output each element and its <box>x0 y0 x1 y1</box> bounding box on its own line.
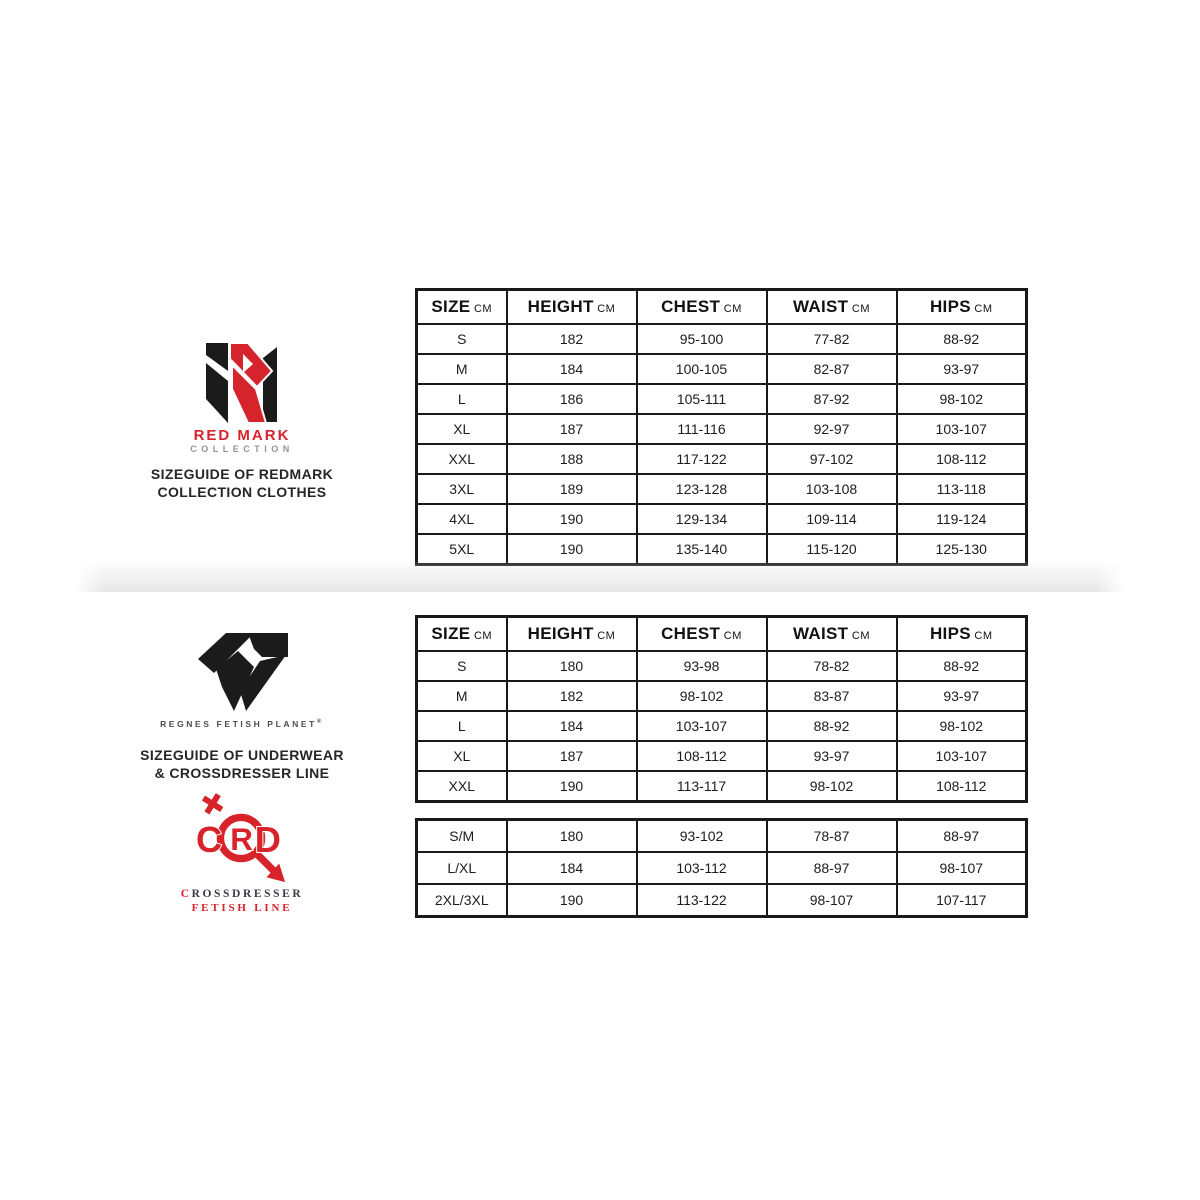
measurement-cell: 190 <box>507 534 637 565</box>
measurement-cell: 98-107 <box>767 884 897 917</box>
monogram-letter-d: D <box>254 818 281 860</box>
measurement-cell: 93-97 <box>897 681 1027 711</box>
size-row-m <box>417 681 1027 711</box>
measurement-cell: 187 <box>507 741 637 771</box>
measurement-cell: 180 <box>507 820 637 853</box>
measurement-cell: 107-117 <box>897 884 1027 917</box>
regnes-wordmark: REGNES FETISH PLANET® <box>160 719 324 729</box>
measurement-cell: 186 <box>507 384 637 414</box>
column-header-size: SIZE CM <box>417 290 507 325</box>
section-divider <box>76 560 1124 592</box>
size-cell: L/XL <box>417 852 507 884</box>
measurement-cell: 95-100 <box>637 324 767 354</box>
redmark-caption-line1: SIZEGUIDE OF REDMARK <box>150 466 334 482</box>
size-row-m <box>417 354 1027 384</box>
measurement-cell: 98-102 <box>637 681 767 711</box>
measurement-cell: 98-107 <box>897 852 1027 884</box>
size-cell: S <box>417 651 507 681</box>
measurement-cell: 88-92 <box>897 324 1027 354</box>
monogram-letter-c: C <box>195 818 223 860</box>
column-header-waist: WAIST CM <box>767 290 897 325</box>
size-cell: XL <box>417 741 507 771</box>
measurement-cell: 105-111 <box>637 384 767 414</box>
measurement-cell: 117-122 <box>637 444 767 474</box>
column-header-chest: CHEST CM <box>637 617 767 652</box>
measurement-cell: 108-112 <box>897 444 1027 474</box>
measurement-cell: 111-116 <box>637 414 767 444</box>
measurement-cell: 109-114 <box>767 504 897 534</box>
measurement-cell: 103-112 <box>637 852 767 884</box>
table-header-row <box>417 290 1027 325</box>
measurement-cell: 189 <box>507 474 637 504</box>
size-row-l-xl <box>417 852 1027 884</box>
measurement-cell: 129-134 <box>637 504 767 534</box>
measurement-cell: 190 <box>507 884 637 917</box>
underwear-size-table <box>415 615 1028 803</box>
measurement-cell: 135-140 <box>637 534 767 565</box>
measurement-cell: 100-105 <box>637 354 767 384</box>
measurement-cell: 108-112 <box>897 771 1027 802</box>
size-cell: 5XL <box>417 534 507 565</box>
measurement-cell: 87-92 <box>767 384 897 414</box>
measurement-cell: 98-102 <box>767 771 897 802</box>
size-cell: L <box>417 711 507 741</box>
measurement-cell: 77-82 <box>767 324 897 354</box>
measurement-cell: 98-102 <box>897 384 1027 414</box>
size-row-3xl <box>417 474 1027 504</box>
size-cell: M <box>417 681 507 711</box>
redmark-wordmark: RED MARK <box>193 427 291 444</box>
underwear-caption-line1: SIZEGUIDE OF UNDERWEAR <box>140 747 344 763</box>
size-row-l <box>417 384 1027 414</box>
redmark-caption-line2: COLLECTION CLOTHES <box>157 484 327 500</box>
crossdresser-fetish-line-logo <box>192 793 290 887</box>
crossdresser-wordmark-line2: FETISH LINE <box>191 902 293 914</box>
measurement-cell: 97-102 <box>767 444 897 474</box>
regnes-fetish-planet-logo <box>192 627 292 713</box>
measurement-cell: 92-97 <box>767 414 897 444</box>
measurement-cell: 103-107 <box>637 711 767 741</box>
column-header-height: HEIGHT CM <box>507 290 637 325</box>
size-row-xxl <box>417 771 1027 802</box>
measurement-cell: 182 <box>507 681 637 711</box>
measurement-cell: 103-108 <box>767 474 897 504</box>
underwear-caption-line2: & CROSSDRESSER LINE <box>154 765 330 781</box>
measurement-cell: 113-117 <box>637 771 767 802</box>
measurement-cell: 103-107 <box>897 741 1027 771</box>
measurement-cell: 93-97 <box>767 741 897 771</box>
measurement-cell: 78-82 <box>767 651 897 681</box>
measurement-cell: 180 <box>507 651 637 681</box>
measurement-cell: 187 <box>507 414 637 444</box>
size-row-4xl <box>417 504 1027 534</box>
size-cell: 2XL/3XL <box>417 884 507 917</box>
size-cell: XXL <box>417 771 507 802</box>
size-cell: 4XL <box>417 504 507 534</box>
size-row-xxl <box>417 444 1027 474</box>
redmark-logo <box>202 341 282 425</box>
female-cross-icon <box>198 793 228 819</box>
measurement-cell: 190 <box>507 504 637 534</box>
size-cell: XL <box>417 414 507 444</box>
measurement-cell: 188 <box>507 444 637 474</box>
size-row-s-m <box>417 820 1027 853</box>
size-row-l <box>417 711 1027 741</box>
measurement-cell: 93-98 <box>637 651 767 681</box>
redmark-subword: COLLECTION <box>190 444 294 454</box>
table-header-row <box>417 617 1027 652</box>
measurement-cell: 83-87 <box>767 681 897 711</box>
size-cell: 3XL <box>417 474 507 504</box>
size-row-s <box>417 324 1027 354</box>
measurement-cell: 108-112 <box>637 741 767 771</box>
crossdresser-size-table <box>415 818 1028 918</box>
monogram-letter-r: R <box>230 821 253 857</box>
column-header-waist: WAIST CM <box>767 617 897 652</box>
column-header-hips: HIPS CM <box>897 290 1027 325</box>
size-cell: L <box>417 384 507 414</box>
column-header-chest: CHEST CM <box>637 290 767 325</box>
measurement-cell: 78-87 <box>767 820 897 853</box>
measurement-cell: 82-87 <box>767 354 897 384</box>
redmark-size-table <box>415 288 1028 566</box>
measurement-cell: 103-107 <box>897 414 1027 444</box>
size-cell: XXL <box>417 444 507 474</box>
measurement-cell: 190 <box>507 771 637 802</box>
crossdresser-wordmark-line1: CROSSDRESSER <box>180 888 304 900</box>
measurement-cell: 98-102 <box>897 711 1027 741</box>
measurement-cell: 119-124 <box>897 504 1027 534</box>
measurement-cell: 88-97 <box>897 820 1027 853</box>
column-header-size: SIZE CM <box>417 617 507 652</box>
size-cell: S <box>417 324 507 354</box>
measurement-cell: 182 <box>507 324 637 354</box>
measurement-cell: 123-128 <box>637 474 767 504</box>
measurement-cell: 125-130 <box>897 534 1027 565</box>
column-header-hips: HIPS CM <box>897 617 1027 652</box>
measurement-cell: 88-97 <box>767 852 897 884</box>
size-cell: M <box>417 354 507 384</box>
measurement-cell: 93-97 <box>897 354 1027 384</box>
measurement-cell: 93-102 <box>637 820 767 853</box>
measurement-cell: 115-120 <box>767 534 897 565</box>
measurement-cell: 184 <box>507 852 637 884</box>
column-header-height: HEIGHT CM <box>507 617 637 652</box>
size-row-2xl-3xl <box>417 884 1027 917</box>
measurement-cell: 184 <box>507 354 637 384</box>
measurement-cell: 113-122 <box>637 884 767 917</box>
measurement-cell: 88-92 <box>767 711 897 741</box>
measurement-cell: 88-92 <box>897 651 1027 681</box>
measurement-cell: 184 <box>507 711 637 741</box>
size-row-s <box>417 651 1027 681</box>
size-cell: S/M <box>417 820 507 853</box>
trademark-symbol: ® <box>316 719 324 726</box>
size-row-xl <box>417 741 1027 771</box>
measurement-cell: 113-118 <box>897 474 1027 504</box>
size-row-xl <box>417 414 1027 444</box>
